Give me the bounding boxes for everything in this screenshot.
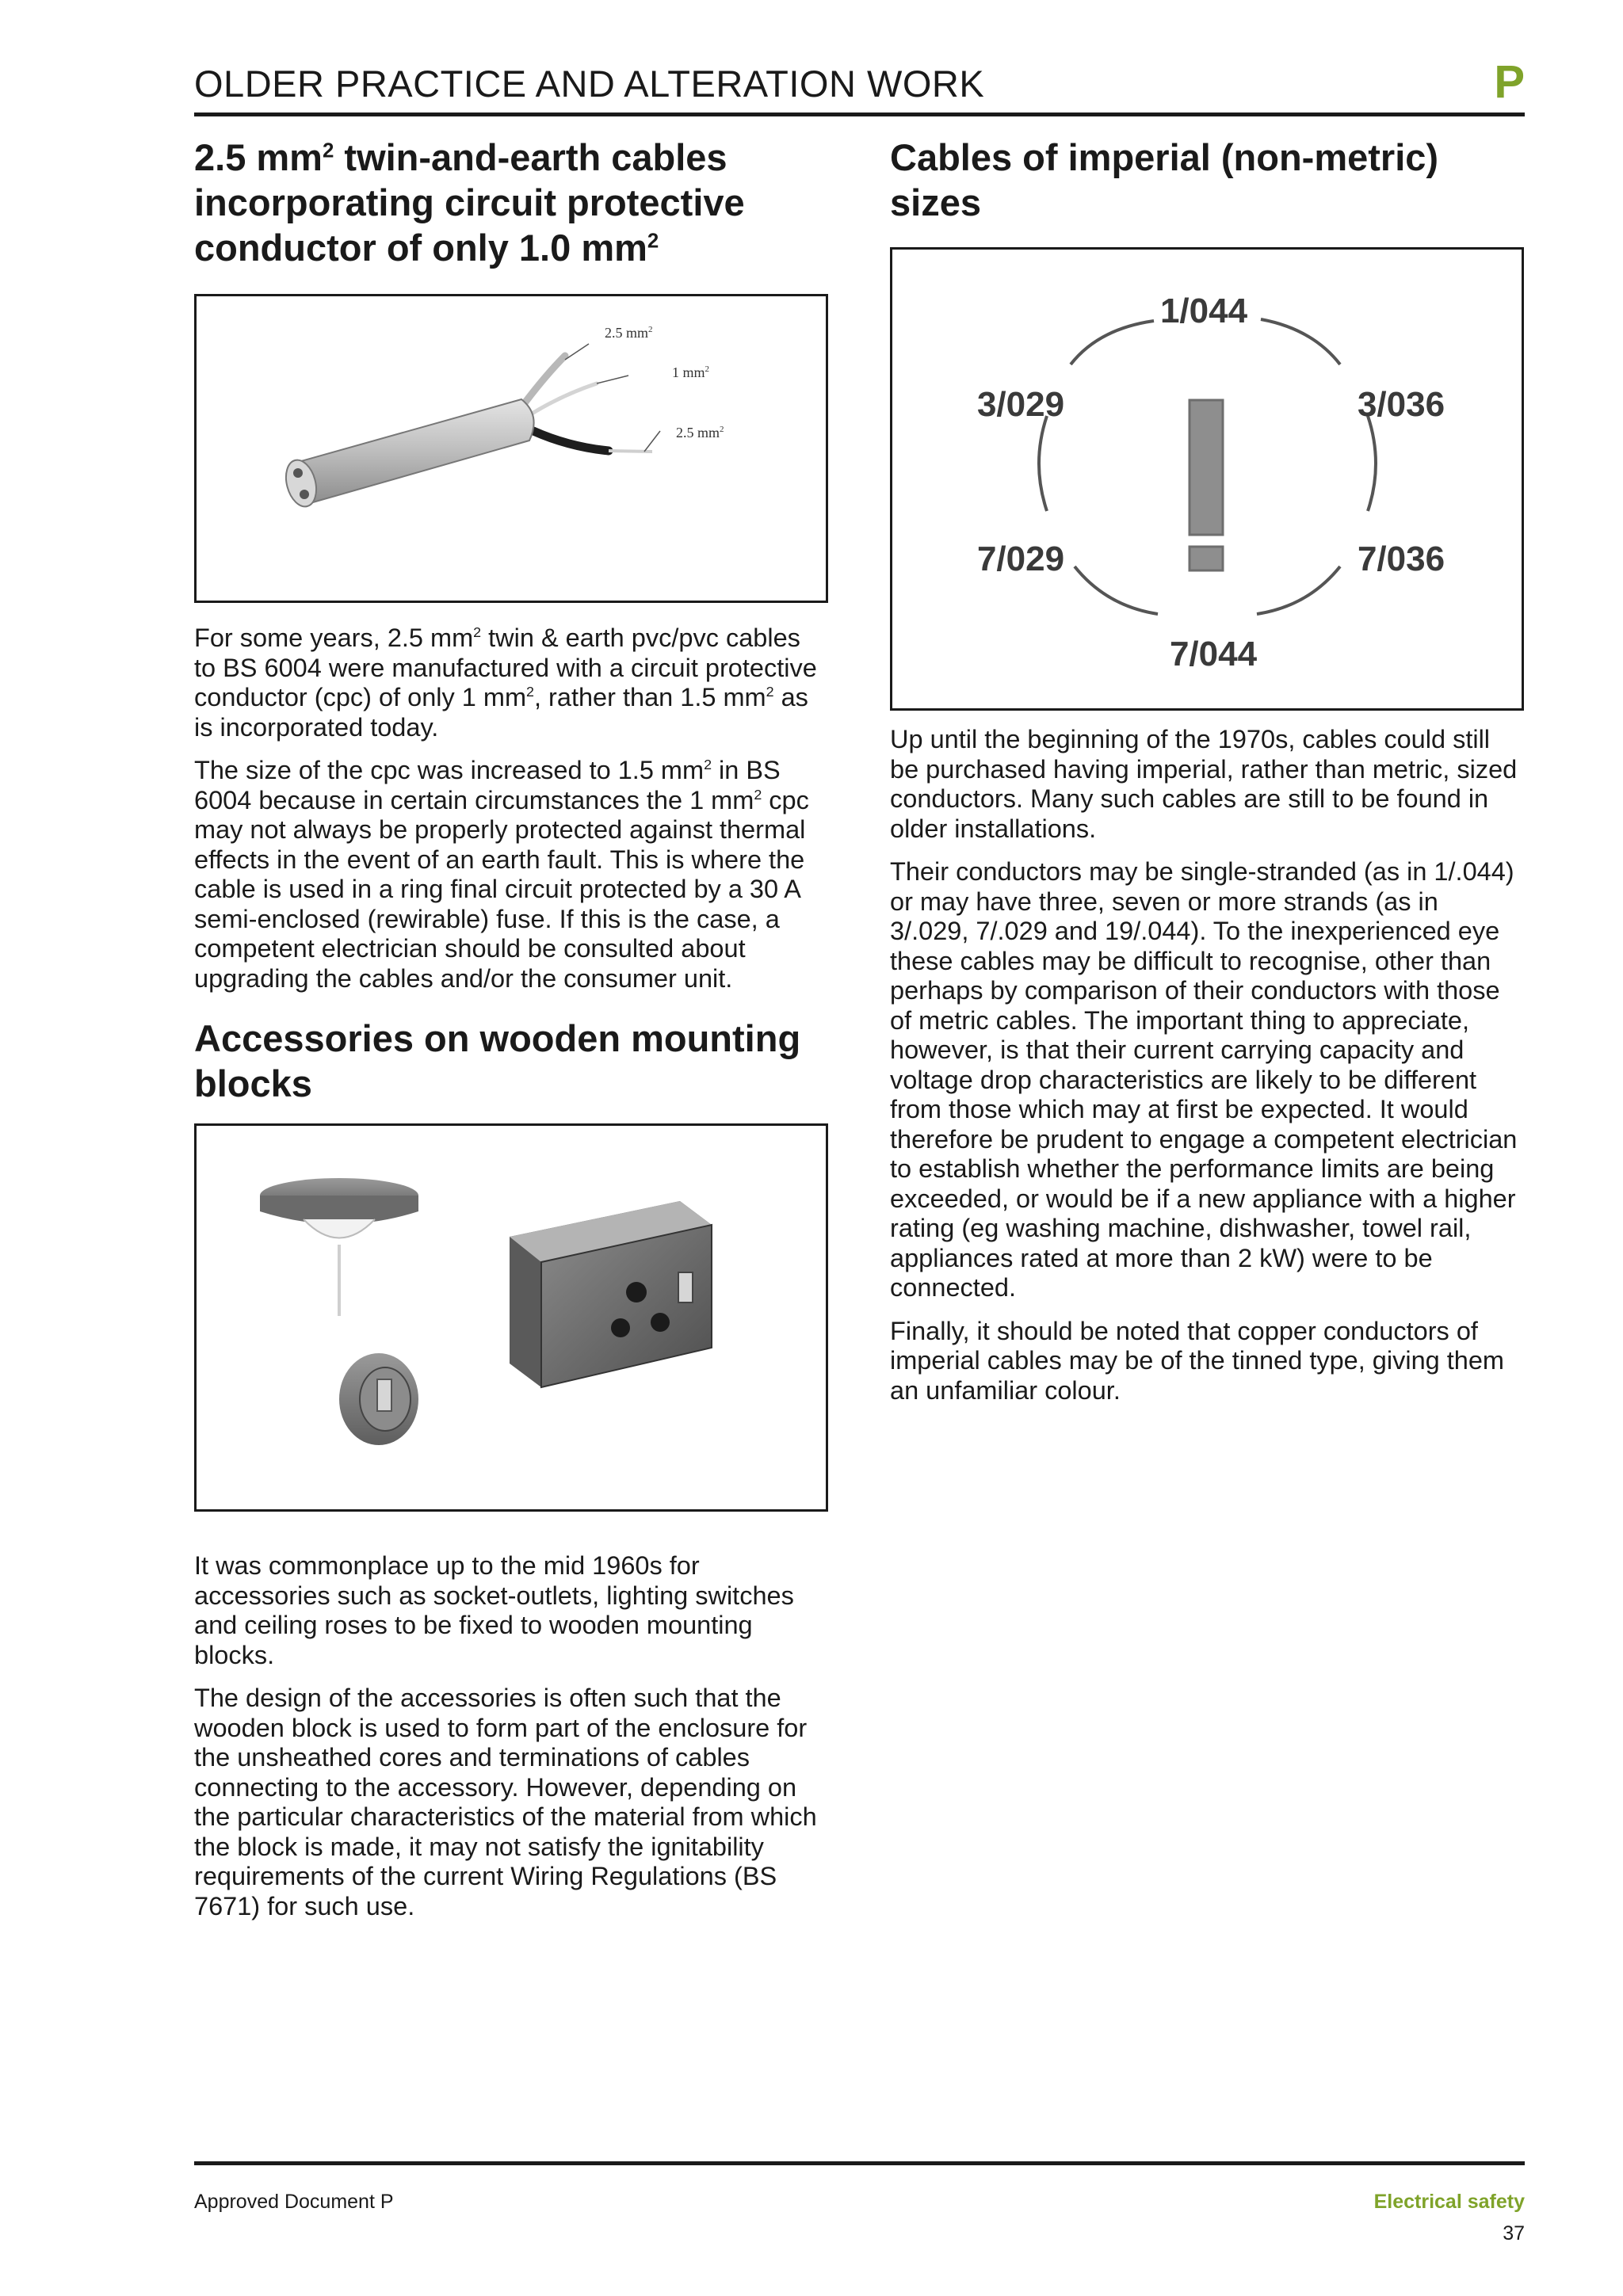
footer-section-name: Electrical safety (1373, 2191, 1525, 2213)
section-heading-imperial-cables: Cables of imperial (non-metric) sizes (890, 136, 1439, 223)
accessories-illustration (197, 1126, 826, 1509)
imperial-label-3-036: 3/036 (1357, 385, 1445, 424)
imperial-sizes-diagram (892, 250, 1522, 708)
paragraph-twin-earth-1: For some years, 2.5 $mm^2$ twin & earth pvc/pvc cables to BS 6004 were manufactured with a circuit protective conductor (cpc) of only 1 $mm^2$, rather than 1.5 $mm^2$ as is incorporated today. (194, 624, 817, 742)
header-rule (194, 113, 1525, 116)
paragraph-imperial-1: Up until the beginning of the 1970s, cables could still be purchased having imperial, rather than metric, sized conductors. Many such cables are still to be found in older installations. (890, 725, 1518, 843)
paragraph-imperial-3: Finally, it should be noted that copper conductors of imperial cables may be of the tinned type, giving them an unfamiliar colour. (890, 1316, 1505, 1405)
right-column (890, 135, 1524, 1405)
imperial-label-7-044: 7/044 (1169, 635, 1258, 673)
running-header-title: OLDER PRACTICE AND ALTERATION WORK (194, 63, 985, 105)
left-column (194, 135, 828, 1921)
cable-label-top: 2.5 $mm^2$ (605, 325, 653, 341)
wooden-blocks-figure (194, 1123, 828, 1512)
cable-figure (194, 294, 828, 603)
paragraph-imperial-2: Their conductors may be single-stranded (as in 1/.044) or may have three, seven or more strands (as in 3/.029, 7/.029 and 19/.044). To the inexperienced eye these cables may be difficult to recognise, other than perhaps by comparison of their conductors with those of metric cables. The important thing to appreciate, however, is that their current carrying capacity and voltage drop characteristics are likely to be different from those which may at first be expected. It would therefore be prudent to engage a competent electrician to establish whether the performance limits are being exceeded, or would be if a new appliance with a higher rating (eg washing machine, dishwasher, towel rail, appliances rated at more than 2 kW) were to be connected. (890, 857, 1518, 1302)
part-letter: P (1494, 56, 1525, 108)
imperial-label-1-044: 1/044 (1159, 292, 1248, 330)
paragraph-wooden-blocks-2: The design of the accessories is often such that the wooden block is used to form part of the enclosure for the unsheathed cores and terminations of cables connecting to the accessory. However, depending on the particular characteristics of the material from which the block is made, it may not satisfy the ignitability requirements of the current Wiring Regulations (BS 7671) for such use. (194, 1684, 817, 1920)
footer-rule (194, 2161, 1525, 2165)
imperial-label-3-029: 3/029 (976, 385, 1065, 424)
cable-label-bottom: 2.5 $mm^2$ (676, 425, 724, 441)
imperial-label-7-036: 7/036 (1357, 540, 1445, 578)
twin-earth-cable-illustration (197, 296, 826, 601)
section-heading-twin-earth: 2.5 $mm^2$ twin-and-earth cables incorporating circuit protective conductor of only 1.0 $mm^2$ (194, 136, 745, 269)
page-number: 37 (1503, 2222, 1525, 2245)
paragraph-wooden-blocks-1: It was commonplace up to the mid 1960s for accessories such as socket-outlets, lighting switches and ceiling roses to be fixed to wooden mounting blocks. (194, 1551, 794, 1669)
imperial-label-7-029: 7/029 (976, 540, 1065, 578)
paragraph-twin-earth-2: The size of the cpc was increased to 1.5 $mm^2$ in BS 6004 because in certain circumstances the 1 $mm^2$ cpc may not always be properly protected against thermal effects in the event of an earth fault. This is where the cable is used in a ring final circuit protected by a 30 A semi-enclosed (rewirable) fuse. If this is the case, a competent electrician should be consulted about upgrading the cables and/or the consumer unit. (194, 756, 809, 993)
cable-label-mid: 1 $mm^2$ (672, 364, 710, 380)
imperial-cables-figure (890, 247, 1524, 711)
footer-document-name: Approved Document P (194, 2191, 394, 2213)
section-heading-wooden-blocks: Accessories on wooden mounting blocks (194, 1017, 801, 1104)
